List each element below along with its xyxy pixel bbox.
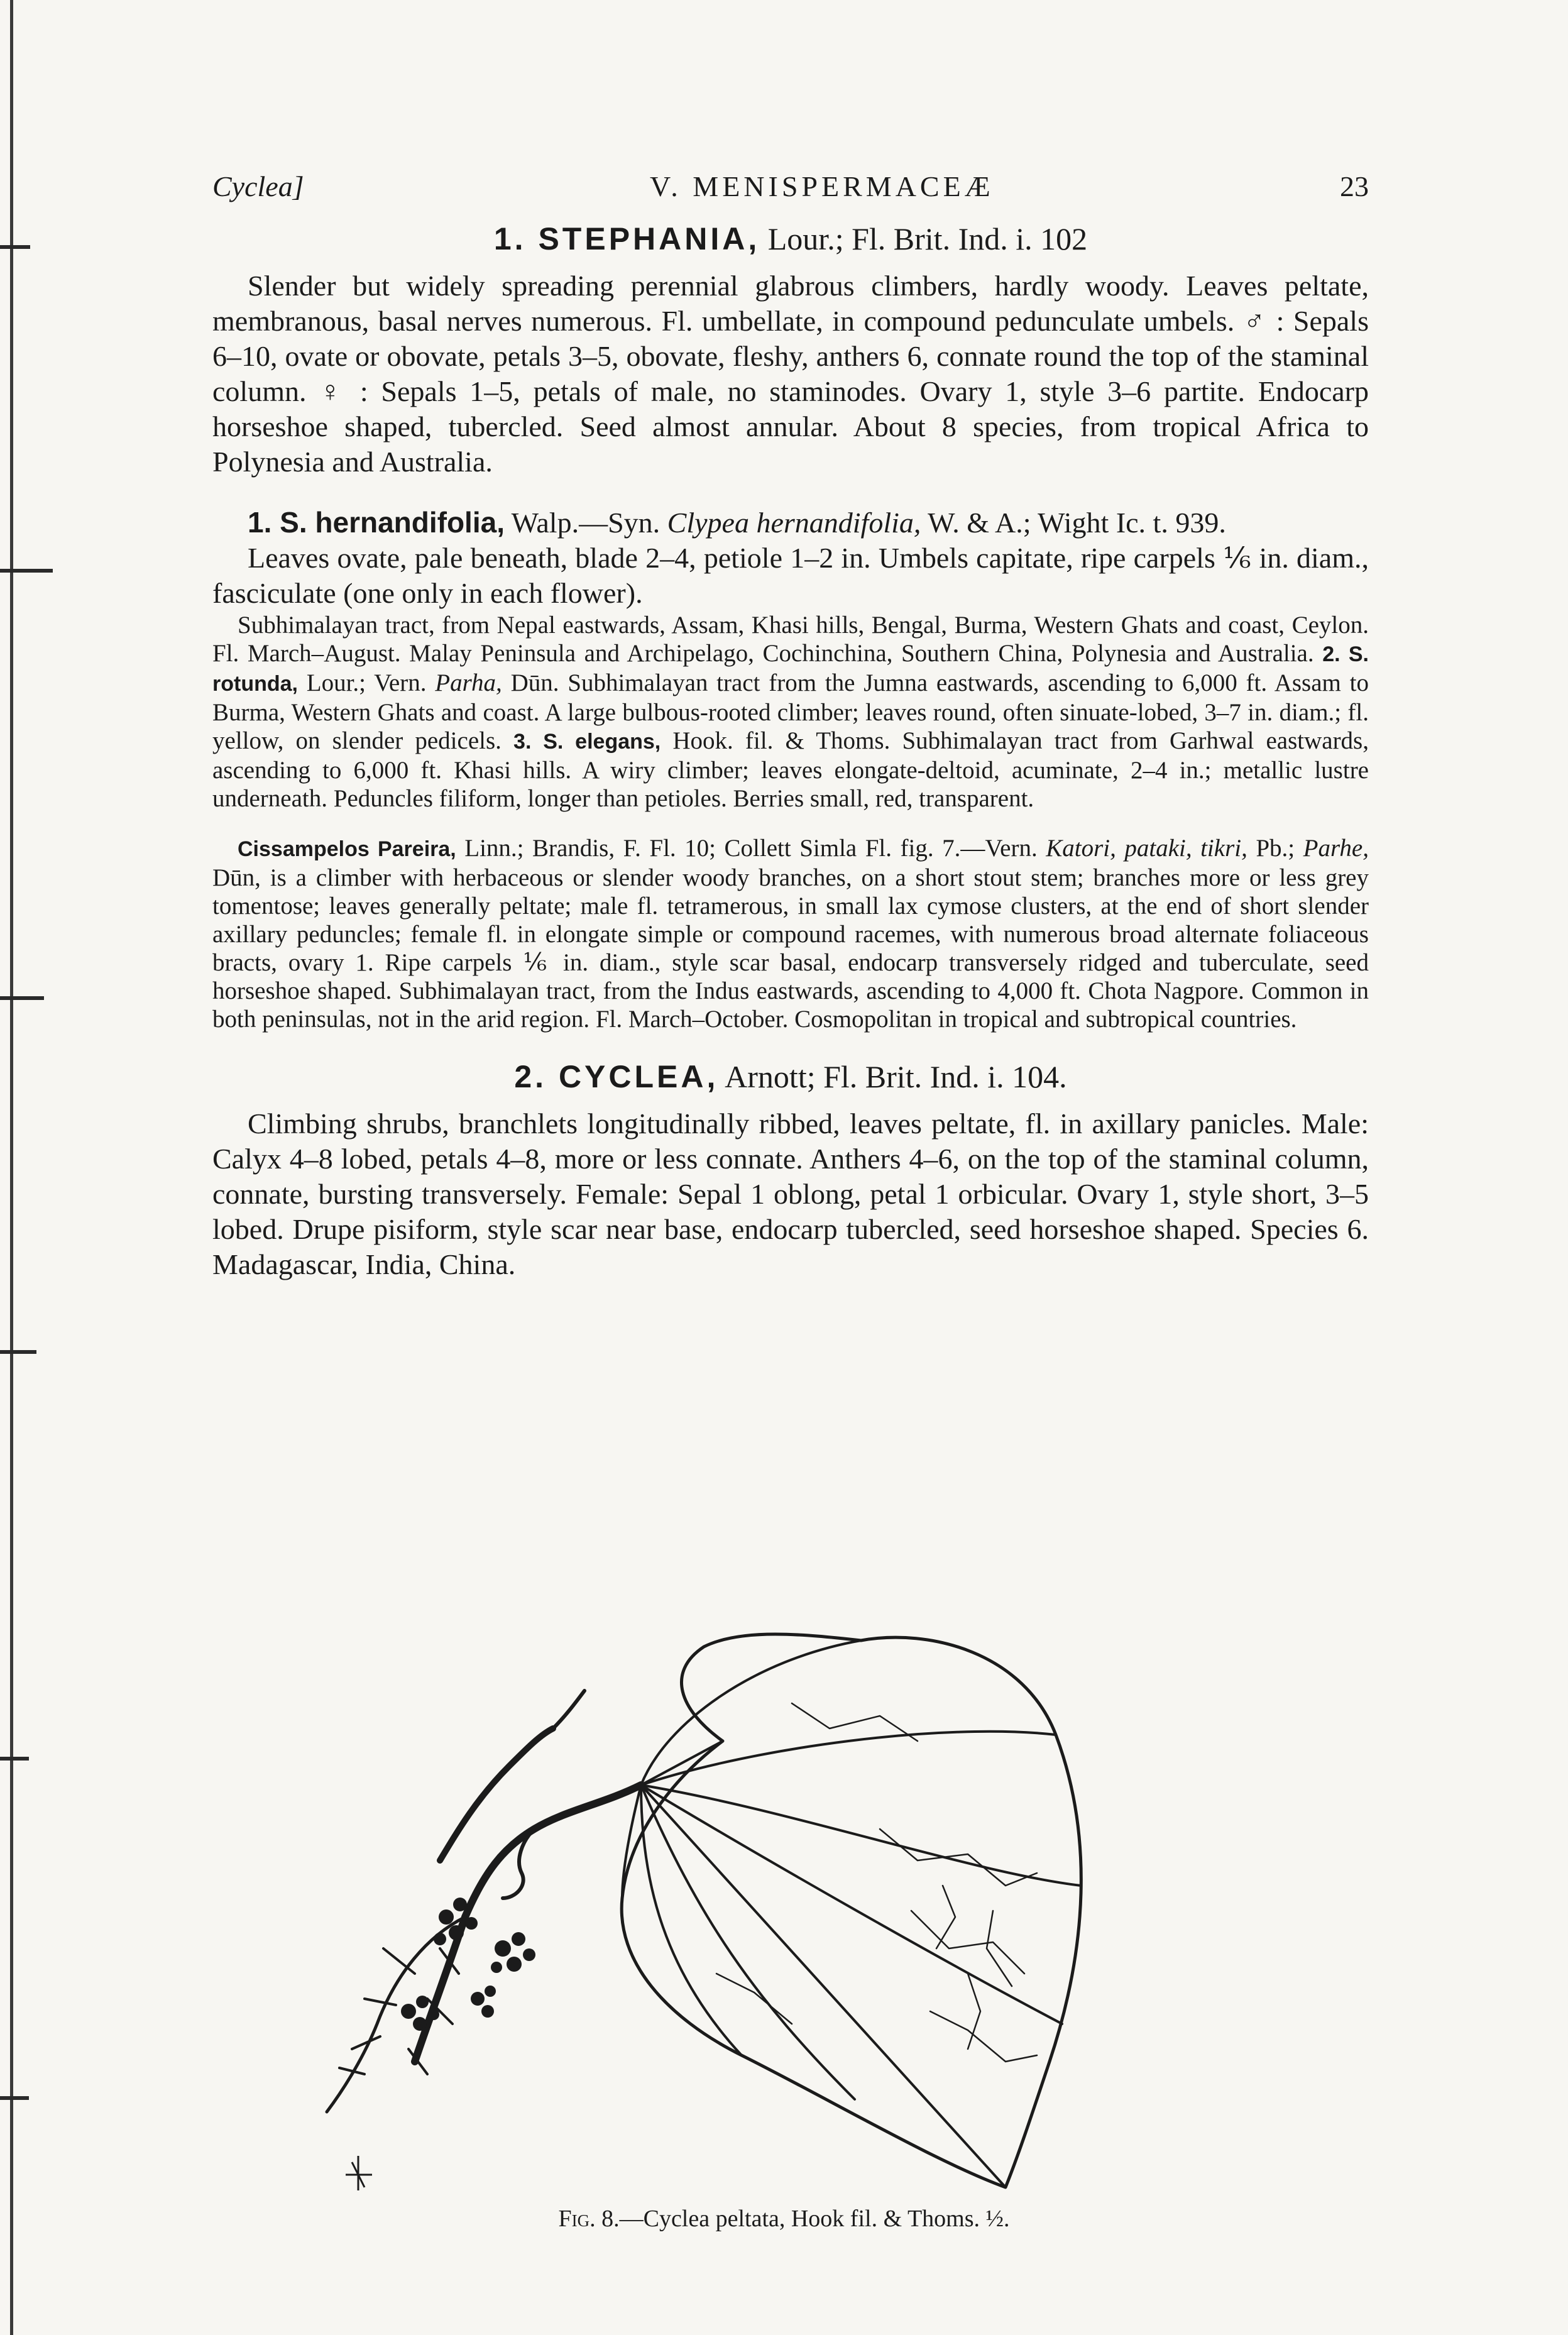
edge-tick xyxy=(0,245,30,249)
cissampelos-name: Cissampelos Pareira, xyxy=(238,837,456,861)
edge-tick xyxy=(0,569,53,573)
tendril xyxy=(503,1691,584,1898)
species-rotunda-reference: Lour.; Vern. xyxy=(297,669,436,696)
cissampelos-vernacular-region: Pb.; xyxy=(1247,835,1303,862)
species-hernandifolia-synonym-ref: W. & A.; Wight Ic. t. 939. xyxy=(921,507,1226,539)
cissampelos-reference: Linn.; Brandis, F. Fl. 10; Collett Simla Fl. fig. 7.—Vern. xyxy=(456,835,1046,862)
species-rotunda-distribution: Dūn. Subhimalayan tract from the Jumna eastwards, ascending to 6,000 ft. Assam to Burma, Western Ghats and coast. A large bulbous-rooted climber; leaves round, often sinuate-lobed, 3–7 in. diam.; fl. yellow, on slender pedicels. xyxy=(212,669,1369,754)
species-rotunda-vernacular: Parha, xyxy=(435,669,502,696)
species-rotunda-name: 2. S. rotunda, xyxy=(212,642,1369,696)
stephania-reference: Lour.; Fl. Brit. Ind. i. 102 xyxy=(760,221,1088,256)
running-head xyxy=(212,170,1369,203)
stephania-distribution-notes xyxy=(212,611,1369,813)
page-number: 23 xyxy=(1339,170,1369,202)
edge-tick xyxy=(0,1350,36,1354)
cyclea-genus-name: 2. CYCLEA, xyxy=(514,1059,719,1094)
edge-tick xyxy=(0,996,44,1000)
leaf-reticulation xyxy=(716,1703,1037,2062)
cyclea-peltata-illustration xyxy=(314,1622,1332,2200)
stephania-heading xyxy=(212,221,1369,257)
species-hernandifolia-authority: Walp.—Syn. xyxy=(504,507,667,539)
cissampelos-description: Dūn, is a climber with herbaceous or slender woody branches, on a short stout stem; branches more or less grey tomentose; leaves generally peltate; male fl. tetramerous, in small lax cymose clusters, at the end of short slender axillary peduncles; female fl. in elongate simple or compound racemes, with numerous broad alternate foliaceous bracts, ovary 1. Ripe carpels ⅙ in. diam., style scar basal, endocarp transversely ridged and tuberculate, seed horseshoe shaped. Subhimalayan tract, from the Indus eastwards, ascending to 4,000 ft. Chota Nagpore. Common in both peninsulas, not in the arid region. Fl. March–October. Cosmopolitan in tropical and subtropical countries. xyxy=(212,864,1369,1033)
stephania-genus-name: 1. STEPHANIA, xyxy=(493,221,760,256)
cissampelos-vernacular-2: Parhe, xyxy=(1303,835,1369,862)
edge-tick xyxy=(0,2096,29,2100)
figure-label: Fig. 8. xyxy=(558,2206,620,2232)
species-elegans-name: 3. S. elegans, xyxy=(513,730,661,754)
cyclea-heading xyxy=(212,1058,1369,1095)
cyclea-reference: Arnott; Fl. Brit. Ind. i. 104. xyxy=(718,1059,1067,1094)
species-hernandifolia-distribution: Subhimalayan tract, from Nepal eastwards, Assam, Khasi hills, Bengal, Burma, Western Ghats and coast, Ceylon. Fl. March–August. Malay Peninsula and Archipelago, Cochinchina, Southern China, Polynesia and Australia. xyxy=(212,612,1369,667)
edge-tick xyxy=(0,1757,29,1761)
stephania-description: Slender but widely spreading perennial glabrous climbers, hardly woody. Leaves peltate, membranous, basal nerves numerous. Fl. umbellate, in compound pedunculate umbels. ♂ : Sepals 6–10, ovate or obovate, petals 3–5, obovate, fleshy, anthers 6, connate round the top of the staminal column. ♀ : Sepals 1–5, petals of male, no staminodes. Ovary 1, style 3–6 partite. Endocarp horseshoe shaped, tubercled. Seed almost annular. About 8 species, from tropical Africa to Polynesia and Australia. xyxy=(212,270,1369,478)
cyclea-description: Climbing shrubs, branchlets longitudinally ribbed, leaves peltate, fl. in axillary panicles. Male: Calyx 4–8 lobed, petals 4–8, more or less connate. Anthers 4–6, on the top of the staminal column, connate, bursting transversely. Female: Sepal 1 oblong, petal 1 orbicular. Ovary 1, style short, 3–5 lobed. Drupe pisiform, style scar near base, endocarp tubercled, seed horseshoe shaped. Species 6. Madagascar, India, China. xyxy=(212,1107,1369,1280)
figure-caption xyxy=(0,2205,1568,2233)
species-hernandifolia-heading xyxy=(212,505,1369,541)
figure-caption-text: —Cyclea peltata, Hook fil. & Thoms. ½. xyxy=(619,2206,1010,2232)
cissampelos-note xyxy=(212,834,1369,1033)
species-elegans-distribution: Hook. fil. & Thoms. Subhimalayan tract from Garhwal eastwards, ascending to 6,000 ft. Khasi hills. A wiry climber; leaves elongate-deltoid, acuminate, 2–4 in.; metallic lustre underneath. Peduncles filiform, longer than petioles. Berries small, red, transparent. xyxy=(212,727,1369,812)
page-body xyxy=(212,170,1369,1282)
leaf-outline xyxy=(622,1634,1081,2187)
species-hernandifolia-name: 1. S. hernandifolia, xyxy=(248,506,505,539)
stem-upper xyxy=(440,1728,553,1860)
species-hernandifolia-synonym: Clypea hernandifolia, xyxy=(667,507,921,539)
scan-page-edge xyxy=(10,0,13,2335)
bract-detail xyxy=(346,2156,372,2190)
species-hernandifolia-description: Leaves ovate, pale beneath, blade 2–4, petiole 1–2 in. Umbels capitate, ripe carpels ⅙ in. diam., fasciculate (one only in each flower). xyxy=(212,542,1369,609)
cissampelos-vernacular: Katori, pataki, tikri, xyxy=(1046,835,1247,862)
running-head-title: V. MENISPERMACEÆ xyxy=(650,170,994,202)
running-head-left: Cyclea] xyxy=(212,170,304,202)
